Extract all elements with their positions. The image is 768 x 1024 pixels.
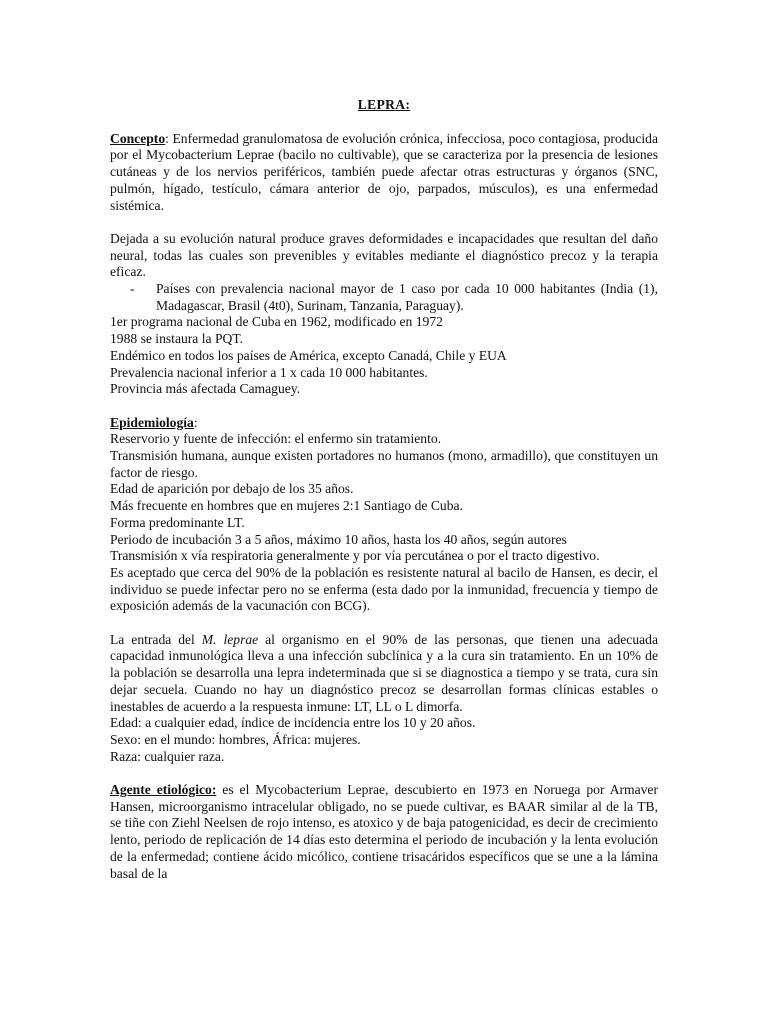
text-line: Sexo: en el mundo: hombres, África: mujeres. xyxy=(110,731,361,747)
page-title: LEPRA: xyxy=(357,97,411,112)
text-line: Forma predominante LT. xyxy=(110,514,245,530)
agente-text: es el Mycobacterium Leprae, descubierto en 1973 en Noruega por Armaver Hansen, microorganismo intracelular obligado, no se puede cultivar, es BAAR similar al de la TB, se tiñe con Ziehl Neelsen de rojo intenso, es atoxico y de baja patogenicidad, es decir de crecimiento lento, periodo de replicación de 14 días esto determina el periodo de incubación y la lenta evolución de la enfermedad; contiene ácido micólico, contiene trisacáridos específicos que se une a la lámina basal de la xyxy=(110,782,658,881)
text-line: Edad de aparición por debajo de los 35 años. xyxy=(110,481,354,497)
entrada-paragraph: La entrada del M. leprae al organismo en el 90% de las personas, que tienen una adecuada capacidad inmunológica lleva a una infección subclínica y a la cura sin tratamiento. En un 10% de la población se desarrolla una lepra indeterminada que si se diagnostica a tiempo y se trata, cura sin dejar secuela. Cuando no hay un diagnóstico precoz se desarrollan formas clínicas estables o inestables de acuerdo a la respuesta inmune: LT, LL o L dimorfa. xyxy=(110,631,659,714)
text-line: Transmisión humana, aunque existen portadores no humanos (mono, armadillo), que constituyen un factor de riesgo. xyxy=(110,448,658,480)
text-line: Provincia más afectada Camaguey. xyxy=(110,381,301,397)
concepto-paragraph: Concepto: Enfermedad granulomatosa de evolución crónica, infecciosa, poco contagiosa, producida por el Mycobacterium Leprae (bacilo no cultivable), que se caracteriza por la presencia de lesiones cutáneas y de los nervios periféricos, también puede afectar otras estructuras y órganos (SNC, pulmón, hígado, testículo, cámara anterior de ojo, parpados, músculos), es una enfermedad sistémica. xyxy=(110,130,658,213)
concepto-heading: Concepto xyxy=(110,130,166,146)
text-line: Periodo de incubación 3 a 5 años, máximo 10 años, hasta los 40 años, según autores xyxy=(110,531,567,547)
concepto-text: Enfermedad granulomatosa de evolución crónica, infecciosa, poco contagiosa, producida por el Mycobacterium Leprae (bacilo no cultivable), que se caracteriza por la presencia de lesiones cutáneas y de los nervios periféricos, también puede afectar otras estructuras y órganos (SNC, pulmón, hígado, testículo, cámara anterior de ojo, parpados, músculos), es una enfermedad sistémica. xyxy=(110,130,658,213)
bullet-text: Países con prevalencia nacional mayor de 1 caso por cada 10 000 habitantes (India (1), Madagascar, Brasil (4t0), Surinam, Tanzania, Paraguay). xyxy=(156,281,658,313)
text-line: Reservorio y fuente de infección: el enfermo sin tratamiento. xyxy=(110,431,442,447)
text-line: Es aceptado que cerca del 90% de la población es resistente natural al bacilo de Hansen, es decir, el individuo se puede infectar pero no se enferma (esta dado por la inmunidad, frecuencia y tiempo de exposición además de la vacunación con BCG). xyxy=(110,564,658,614)
text-line: Transmisión x vía respiratoria generalmente y por vía percutánea o por el tracto digestivo. xyxy=(110,548,600,564)
bullet-dash: - xyxy=(130,281,135,297)
species-name: M. leprae xyxy=(201,631,259,647)
text-line: 1er programa nacional de Cuba en 1962, modificado en 1972 xyxy=(110,314,443,330)
text-line: Edad: a cualquier edad, índice de incidencia entre los 10 y 20 años. xyxy=(110,715,476,731)
text-line: 1988 se instaura la PQT. xyxy=(110,331,244,347)
text-line: Prevalencia nacional inferior a 1 x cada 10 000 habitantes. xyxy=(110,364,428,380)
epidemiologia-heading-line: Epidemiología: xyxy=(110,414,198,430)
epidemiologia-heading: Epidemiología xyxy=(110,414,194,430)
agente-paragraph xyxy=(110,782,658,882)
text-line: Endémico en todos los países de América, excepto Canadá, Chile y EUA xyxy=(110,347,507,363)
evolucion-paragraph: Dejada a su evolución natural produce graves deformidades e incapacidades que resultan del daño neural, todas las cuales son prevenibles y evitables mediante el diagnóstico precoz y la terapia eficaz. xyxy=(110,230,658,280)
text-line: Raza: cualquier raza. xyxy=(110,748,225,764)
agente-heading: Agente etiológico: xyxy=(110,782,217,798)
bullet-item xyxy=(130,281,658,314)
text-line: Más frecuente en hombres que en mujeres 2:1 Santiago de Cuba. xyxy=(110,498,463,514)
